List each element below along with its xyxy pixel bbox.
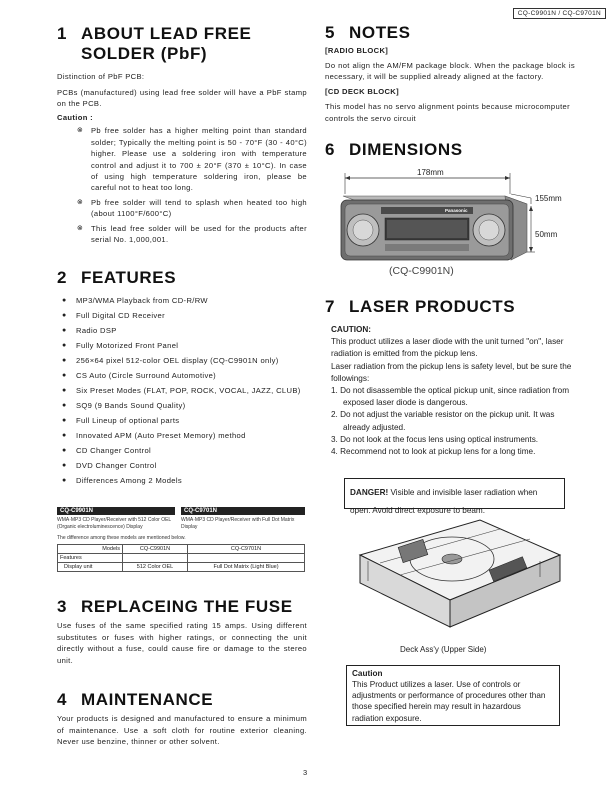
fuse-text: Use fuses of the same specified rating 15 amps. Using different substitutes or fuses with higher ratings, or connecting the unit directly without a fuse, could cause fire or damage to the stereo unit. <box>57 621 307 665</box>
list-item: ⊗ Pb free solder has a higher melting point than standard solder; Typically the melting point is 50 - 70°F (30 - 40°C) higher. Please use a soldering iron with temperature control and adjust it to 700 ± 20°F (370 ± 10°C). In case of using high temperature soldering iron, please be careful not to heat too long. <box>77 126 307 193</box>
section-number: 1 <box>57 24 68 43</box>
list-item: ● Full Lineup of optional parts <box>62 416 180 425</box>
depth-label: 155mm <box>535 194 562 203</box>
table-row: Features <box>58 553 305 562</box>
list-item: ● 256×64 pixel 512-color OEL display (CQ-C9901N only) <box>62 356 279 365</box>
bullet-icon: ⊗ <box>77 127 84 135</box>
bullet-icon: ● <box>62 327 67 334</box>
bullet-icon: ● <box>62 342 67 349</box>
laser-caution <box>331 324 581 458</box>
maintenance-text: Your products is designed and manufactured to ensure a minimum of maintenance. Use a soft cloth for routine exterior cleaning. Never use benzine, thinner or other solvent. <box>57 714 307 747</box>
laser-line: 3. Do not look at the focus lens using optical instruments. <box>331 434 539 444</box>
section-title-line2: SOLDER (PbF) <box>81 44 208 63</box>
section-lead-free-body <box>57 71 307 245</box>
list-item: ● DVD Changer Control <box>62 461 157 470</box>
section-features-heading: 2 FEATURES <box>57 268 177 287</box>
dimensions-figure <box>335 164 575 280</box>
pbf-intro: Distinction of PbF PCB: <box>57 72 145 81</box>
bullet-icon: ⊗ <box>77 198 84 206</box>
table-corner: Models <box>58 544 123 553</box>
danger-text: Visible and invisible laser radiation when open. Avoid direct exposure to beam. <box>350 488 538 515</box>
radio-block-text: Do not align the AM/FM package block. When the package block is necessary, it will be supplied already aligned at the factory. <box>325 60 575 82</box>
deck-caption: Deck Ass'y (Upper Side) <box>400 645 487 654</box>
model-tag: CQ-C9901N / CQ-C9701N <box>513 8 606 19</box>
list-item: ● CD Changer Control <box>62 446 152 455</box>
difference-table <box>57 544 305 572</box>
caution-box-text: This Product utilizes a laser. Use of controls or adjustments or performance of procedures other than those specified herein may result in hazardous radiation exposure. <box>352 680 546 723</box>
section-notes-heading: 5 NOTES <box>325 23 411 42</box>
section-lead-free-heading <box>57 24 307 64</box>
unit-dimensions-drawing <box>335 164 575 280</box>
list-item: ● SQ9 (9 Bands Sound Quality) <box>62 401 186 410</box>
list-item: ● Full Digital CD Receiver <box>62 311 165 320</box>
bullet-icon: ● <box>62 432 67 439</box>
list-item: ● Six Preset Modes (FLAT, POP, ROCK, VOCAL, JAZZ, CLUB) <box>62 386 301 395</box>
notes-body <box>325 45 575 125</box>
danger-label: DANGER! <box>350 488 389 497</box>
list-item: ● MP3/WMA Playback from CD-R/RW <box>62 296 208 305</box>
caution-label: Caution : <box>57 112 94 122</box>
model-name: CQ-C9701N <box>181 507 305 515</box>
bullet-icon: ● <box>62 312 67 319</box>
list-item: ● Fully Motorized Front Panel <box>62 341 179 350</box>
laser-line: 1. Do not disassemble the optical pickup unit, since radiation from exposed laser diode is dangerous. <box>331 386 570 408</box>
bullet-icon: ● <box>62 402 67 409</box>
model-comparison <box>57 507 305 572</box>
brand-logo: Panasonic <box>445 208 468 213</box>
laser-caution-box <box>346 665 560 726</box>
cd-deck-drawing <box>340 515 570 635</box>
bullet-icon: ● <box>62 447 67 454</box>
list-item: ● Differences Among 2 Models <box>62 476 183 485</box>
danger-box <box>344 478 565 515</box>
caution-list <box>77 125 307 245</box>
pbf-paragraph: PCBs (manufactured) using lead free solder will have a PbF stamp on the PCB. <box>57 87 307 109</box>
height-label: 50mm <box>535 230 558 239</box>
table-row: Display unit 512 Color OEL Full Dot Matrix (Light Blue) <box>58 562 305 571</box>
list-item: ● CS Auto (Circle Surround Automotive) <box>62 371 217 380</box>
laser-line: This product utilizes a laser diode with the unit turned "on", laser radiation is emitted from the pickup lens. <box>331 337 564 359</box>
bullet-icon: ● <box>62 462 67 469</box>
bullet-icon: ● <box>62 387 67 394</box>
bullet-icon: ● <box>62 477 67 484</box>
section-title-line1: ABOUT LEAD FREE <box>81 24 252 43</box>
list-item: ● Innovated APM (Auto Preset Memory) method <box>62 431 246 440</box>
model-desc: WMA·MP3 CD Player/Receiver with Full Dot Matrix Display <box>181 517 295 530</box>
features-list <box>62 295 307 490</box>
list-item: ⊗ This lead free solder will be used for the products after serial No. 1,000,001. <box>77 223 307 245</box>
laser-line: 4. Recommend not to look at pickup lens for a long time. <box>331 447 536 457</box>
list-item: ⊗ Pb free solder will tend to splash when heated too high (about 1100°F/600°C) <box>77 197 307 219</box>
model-desc: WMA·MP3 CD Player/Receiver with 512 Color OEL (Organic electroluminescence) Display <box>57 517 172 530</box>
width-label: 178mm <box>417 168 444 177</box>
bullet-icon: ● <box>62 417 67 424</box>
radio-block-label: [RADIO BLOCK] <box>325 46 389 55</box>
cd-deck-text: This model has no servo alignment points because microcomputer controls the servo circuit <box>325 102 570 123</box>
bullet-icon: ● <box>62 297 67 304</box>
section-dimensions-heading: 6 DIMENSIONS <box>325 140 463 159</box>
dimension-caption: (CQ-C9901N) <box>389 265 454 277</box>
page-number: 3 <box>303 768 308 777</box>
laser-line: Laser radiation from the pickup lens is safety level, but be sure the followings: <box>331 361 572 383</box>
deck-illustration <box>340 515 570 635</box>
section-maintenance-heading: 4 MAINTENANCE <box>57 690 214 709</box>
laser-line: 2. Do not adjust the variable resistor on the pickup unit. It was already adjusted. <box>331 410 555 432</box>
difference-note: The difference among these models are mentioned below. <box>57 535 186 541</box>
laser-caution-label: CAUTION: <box>331 325 372 334</box>
model-card-c9701n <box>181 507 305 530</box>
model-card-c9901n <box>57 507 175 530</box>
section-laser-heading: 7 LASER PRODUCTS <box>325 297 516 316</box>
section-fuse-heading: 3 REPLACEING THE FUSE <box>57 597 293 616</box>
bullet-icon: ● <box>62 372 67 379</box>
model-name: CQ-C9901N <box>57 507 175 515</box>
table-row: Models CQ-C9901N CQ-C9701N <box>58 544 305 553</box>
cd-deck-label: [CD DECK BLOCK] <box>325 86 400 96</box>
bullet-icon: ⊗ <box>77 224 84 232</box>
caution-box-title: Caution <box>352 669 383 678</box>
bullet-icon: ● <box>62 357 67 364</box>
list-item: ● Radio DSP <box>62 326 117 335</box>
